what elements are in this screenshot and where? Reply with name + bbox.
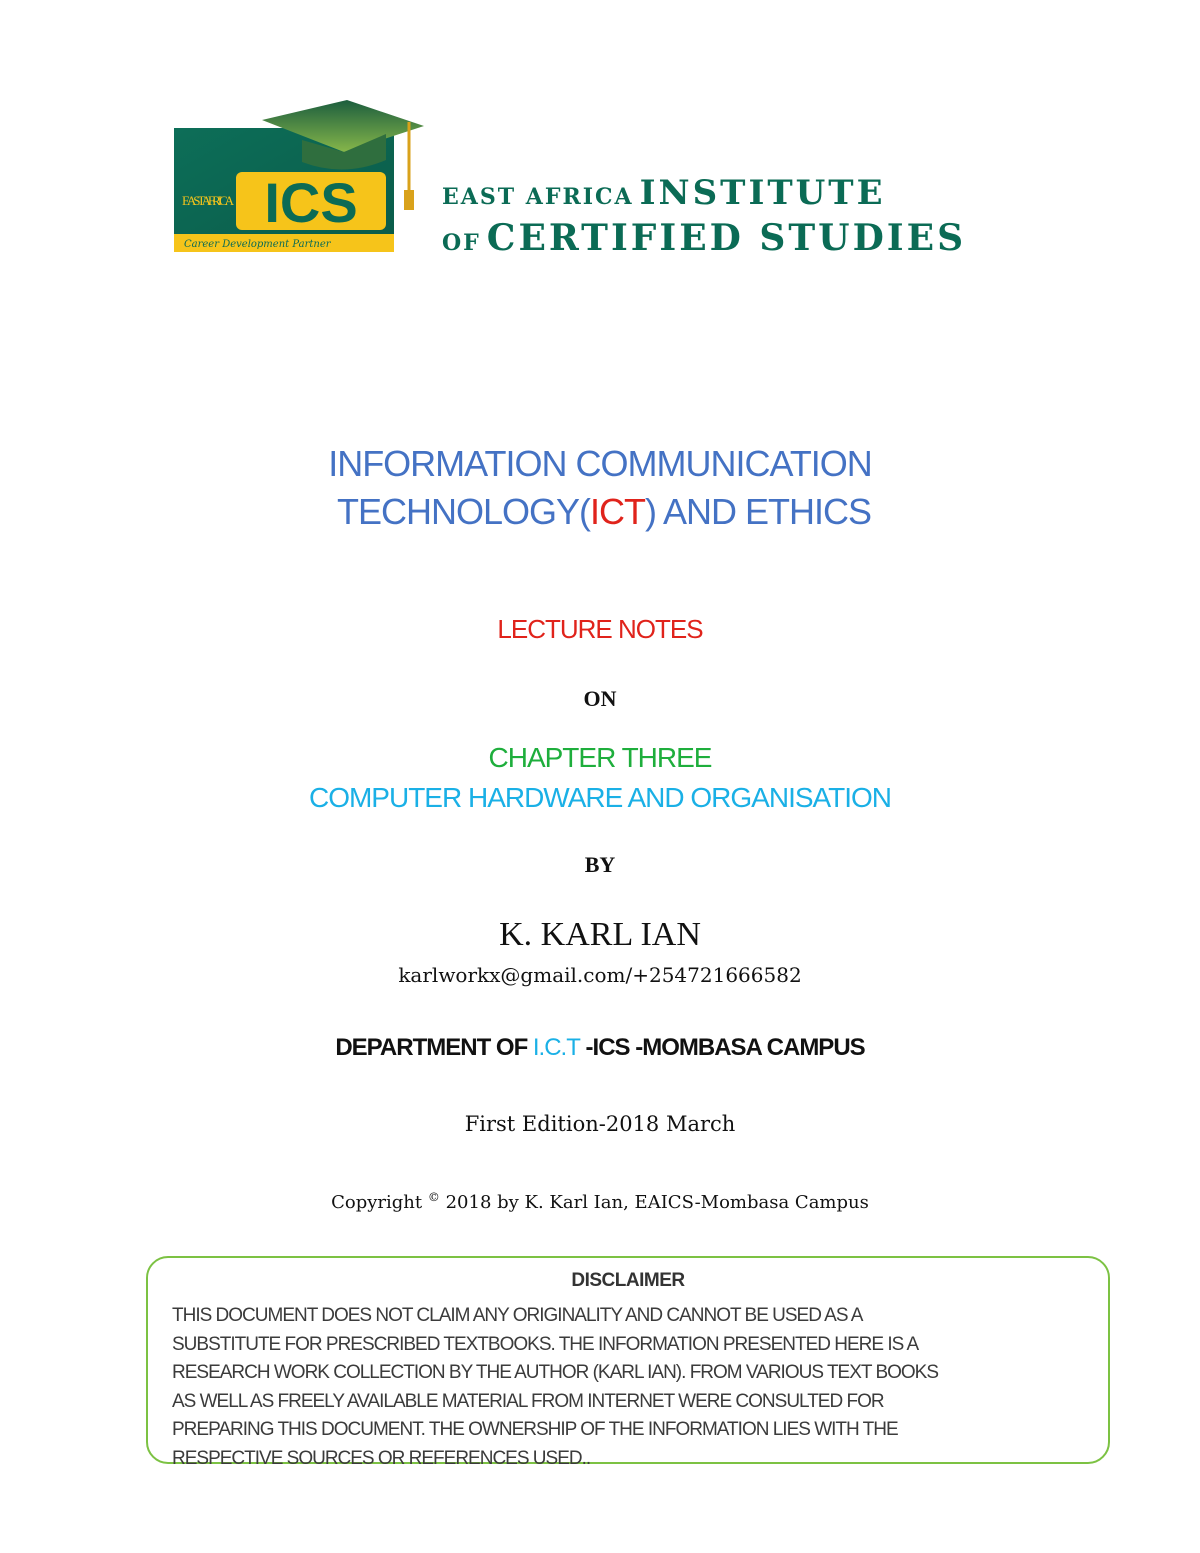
course-title-line1: INFORMATION COMMUNICATION <box>328 443 872 484</box>
institute-logo <box>172 100 1052 260</box>
disclaimer-line: SUBSTITUTE FOR PRESCRIBED TEXTBOOKS. THE INFORMATION PRESENTED HERE IS A <box>172 1333 919 1355</box>
copyright-line <box>0 1190 1200 1213</box>
course-title-line2 <box>8 488 1200 536</box>
chapter-heading: CHAPTER THREE <box>488 742 712 773</box>
lecture-notes-label: LECTURE NOTES <box>497 614 703 644</box>
institute-of: OF <box>442 230 481 256</box>
disclaimer-line: THIS DOCUMENT DOES NOT CLAIM ANY ORIGINALITY AND CANNOT BE USED AS A <box>172 1305 863 1326</box>
disclaimer-line: RESEARCH WORK COLLECTION BY THE AUTHOR (KARL IAN). FROM VARIOUS TEXT BOOKS <box>172 1362 939 1383</box>
copyright-suffix: 2018 by K. Karl Ian, EAICS-Mombasa Campus <box>439 1192 869 1213</box>
author-name: K. KARL IAN <box>499 916 701 953</box>
disclaimer-title: DISCLAIMER <box>571 1270 685 1291</box>
chapter-subtitle: COMPUTER HARDWARE AND ORGANISATION <box>308 782 892 813</box>
course-title-prefix: TECHNOLOGY( <box>336 491 590 532</box>
emblem-acronym: ICS <box>264 171 358 234</box>
copyright-prefix: Copyright <box>331 1192 428 1213</box>
author-contact: karlworkx@gmail.com/+254721666582 <box>398 963 802 987</box>
disclaimer-line: PREPARING THIS DOCUMENT. THE OWNERSHIP OF THE INFORMATION LIES WITH THE <box>172 1419 898 1440</box>
course-title-highlight: ICT <box>590 491 645 532</box>
department-line <box>0 1034 1200 1062</box>
disclaimer-line: AS WELL AS FREELY AVAILABLE MATERIAL FROM INTERNET WERE CONSULTED FOR <box>172 1390 884 1412</box>
edition-line: First Edition-2018 March <box>464 1112 736 1136</box>
institute-studies: CERTIFIED STUDIES <box>486 217 967 259</box>
institute-word: INSTITUTE <box>639 173 886 213</box>
disclaimer-body <box>172 1302 1092 1473</box>
disclaimer-box <box>146 1256 1110 1469</box>
department-highlight: I.C.T <box>532 1034 580 1061</box>
by-label: BY <box>584 852 616 877</box>
emblem-tagline: Career Development Partner <box>184 239 331 250</box>
copyright-symbol: © <box>427 1190 440 1204</box>
disclaimer-line: RESPECTIVE SOURCES OR REFERENCES USED.. <box>172 1447 591 1469</box>
institute-name-line1 <box>442 173 886 213</box>
on-label: ON <box>583 686 617 711</box>
department-suffix: -ICS -MOMBASA CAMPUS <box>579 1034 865 1061</box>
institute-name-line2 <box>442 217 967 259</box>
course-title-suffix: ) AND ETHICS <box>645 491 872 532</box>
institute-region: EAST AFRICA <box>442 184 634 210</box>
ics-emblem-icon <box>172 100 434 260</box>
department-prefix: DEPARTMENT OF <box>335 1034 533 1061</box>
course-title <box>0 440 1200 536</box>
emblem-region: EAST AFRICA <box>182 193 234 208</box>
